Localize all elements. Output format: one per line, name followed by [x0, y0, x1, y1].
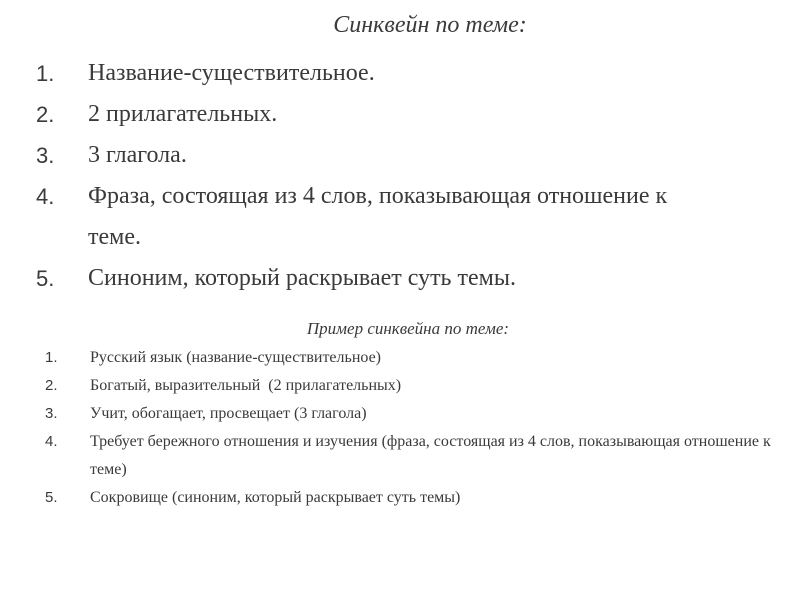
list-number: 3. — [36, 143, 55, 168]
list-item — [45, 372, 785, 400]
example-title: Пример синквейна по теме: — [306, 319, 510, 338]
list-number: 5. — [45, 489, 58, 506]
list-number: 4. — [45, 433, 58, 450]
list-item — [36, 94, 776, 135]
list-text: Сокровище (синоним, который раскрывает суть темы) — [90, 489, 461, 506]
list-item — [36, 176, 776, 258]
list-item — [45, 428, 785, 484]
list-number: 5. — [36, 266, 55, 291]
list-number: 1. — [45, 349, 58, 366]
examples-list — [45, 344, 785, 512]
list-text: Название-существительное. — [88, 60, 375, 86]
list-text: Богатый, выразительный (2 прилагательных) — [90, 377, 402, 394]
list-number: 2. — [45, 377, 58, 394]
list-text: 2 прилагательных. — [88, 101, 278, 127]
list-text: Русский язык (название-существительное) — [90, 349, 381, 366]
list-number: 4. — [36, 184, 55, 209]
list-text: Синоним, который раскрывает суть темы. — [88, 265, 516, 291]
rules-list — [36, 53, 776, 299]
list-number: 2. — [36, 102, 55, 127]
list-text: Требует бережного отношения и изучения (фраза, состоящая из 4 слов, показывающая отношение к теме) — [90, 433, 771, 478]
list-item — [36, 258, 776, 299]
list-item — [45, 344, 785, 372]
list-item — [36, 53, 776, 94]
list-item — [45, 400, 785, 428]
list-number: 3. — [45, 405, 58, 422]
slide-title: Синквейн по теме: — [333, 12, 527, 38]
list-text: Фраза, состоящая из 4 слов, показывающая отношение к теме. — [88, 183, 668, 250]
list-item — [45, 484, 785, 512]
list-item — [36, 135, 776, 176]
list-number: 1. — [36, 61, 55, 86]
list-text: 3 глагола. — [88, 142, 187, 168]
list-text: Учит, обогащает, просвещает (3 глагола) — [90, 405, 367, 422]
